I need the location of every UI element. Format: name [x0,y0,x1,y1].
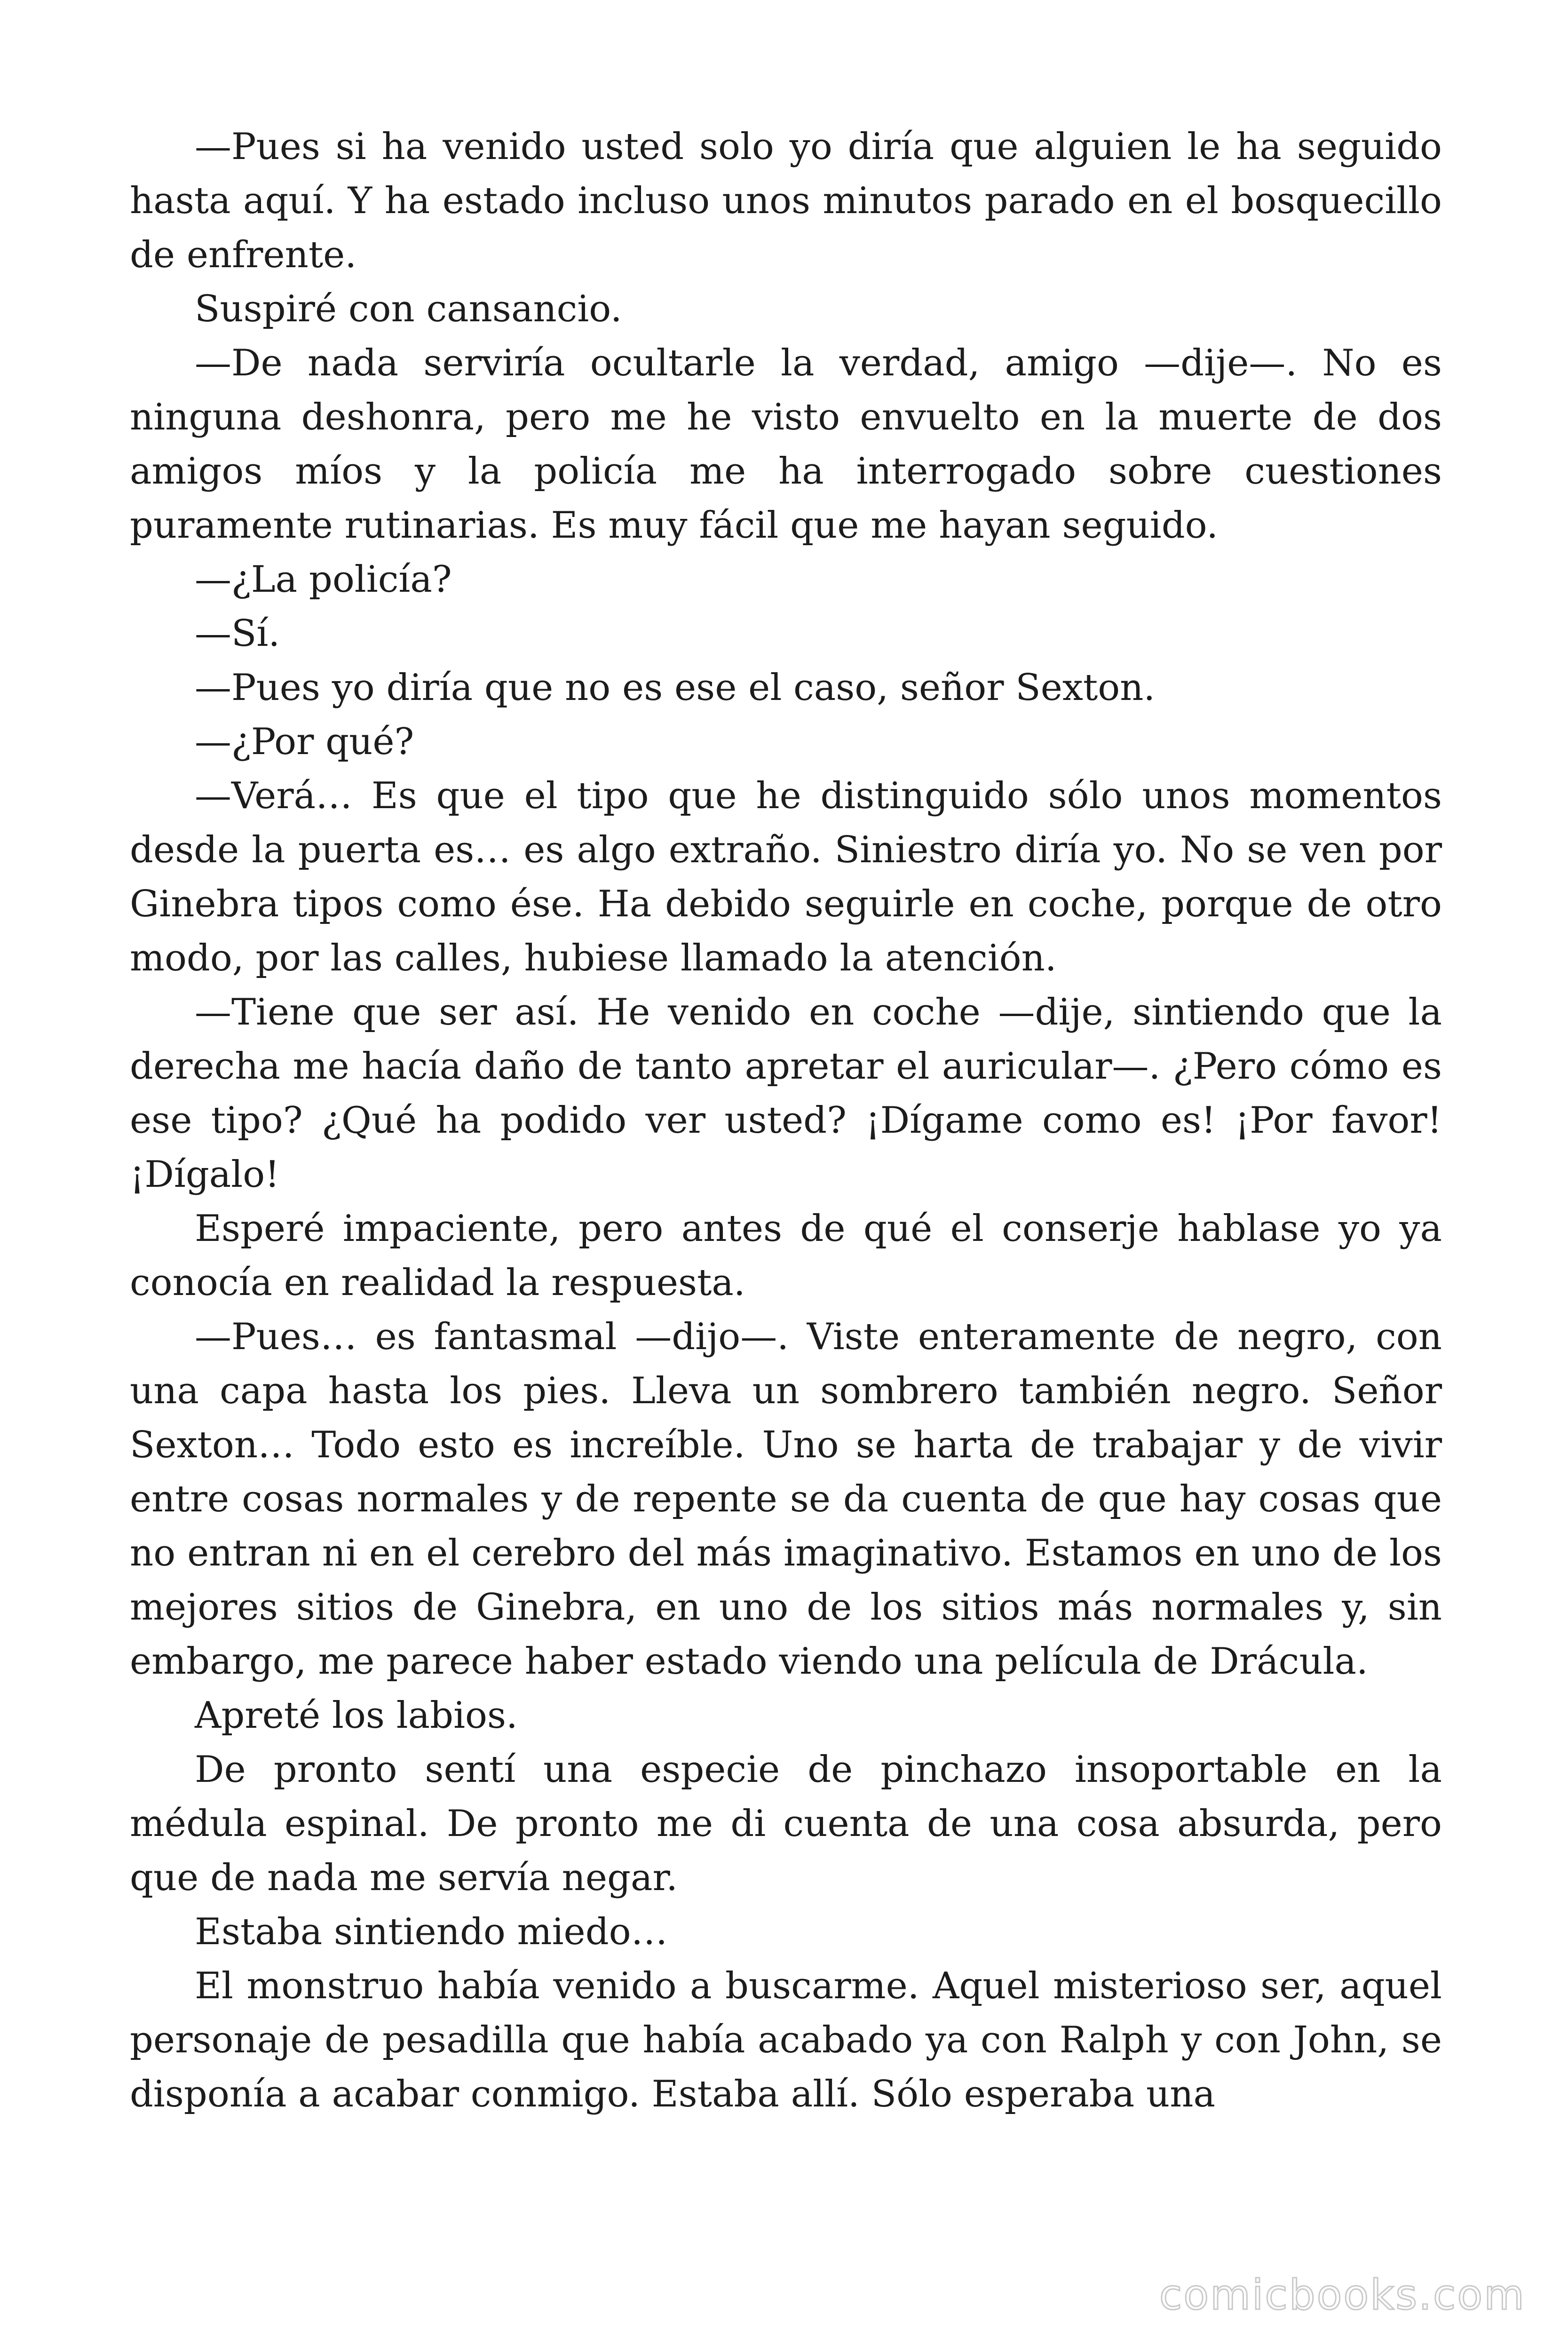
paragraph: —Sí. [195,612,280,655]
paragraph: De pronto sentí una especie de pinchazo insoportable en la médula espinal. De pronto me di cuenta de una cosa absurda, pero que de nada me servía negar. [130,1748,1442,1899]
paragraph: —Verá… Es que el tipo que he distinguido sólo unos momentos desde la puerta es… es algo extraño. Siniestro diría yo. No se ven por Ginebra tipos como ése. Ha debido seguirle en coche, porque de otro modo, por las calles, hubiese llamado la atención. [130,775,1442,979]
paragraph: —De nada serviría ocultarle la verdad, amigo —dije—. No es ninguna deshonra, pero me he visto envuelto en la muerte de dos amigos míos y la policía me ha interrogado sobre cuestiones puramente rutinarias. Es muy fácil que me hayan seguido. [130,342,1442,547]
paragraph: —Pues si ha venido usted solo yo diría que alguien le ha seguido hasta aquí. Y ha estado incluso unos minutos parado en el bosquecillo de enfrente. [130,126,1442,276]
paragraph: —¿Por qué? [195,721,414,763]
paragraph: Esperé impaciente, pero antes de qué el conserje hablase yo ya conocía en realidad la respuesta. [130,1208,1442,1304]
paragraph: Suspiré con cansancio. [195,288,622,330]
paragraph: —¿La policía? [195,558,452,601]
paragraph: —Tiene que ser así. He venido en coche —dije, sintiendo que la derecha me hacía daño de tanto apretar el auricular—. ¿Pero cómo es ese tipo? ¿Qué ha podido ver usted? ¡Dígame como es! ¡Por favor! ¡Dígalo! [130,991,1442,1196]
paragraph: —Pues… es fantasmal —dijo—. Viste enteramente de negro, con una capa hasta los pies. Lleva un sombrero también negro. Señor Sexton… Todo esto es increíble. Uno se harta de trabajar y de vivir entre cosas normales y de repente se da cuenta de que hay cosas que no entran ni en el cerebro del más imaginativo. Estamos en uno de los mejores sitios de Ginebra, en uno de los sitios más normales y, sin embargo, me parece haber estado viendo una película de Drácula. [130,1316,1442,1683]
book-page-text [130,120,1442,2122]
paragraph: —Pues yo diría que no es ese el caso, señor Sexton. [195,667,1156,709]
paragraph: El monstruo había venido a buscarme. Aquel misterioso ser, aquel personaje de pesadilla que había acabado ya con Ralph y con John, se disponía a acabar conmigo. Estaba allí. Sólo esperaba una [130,1965,1442,2115]
paragraph: Estaba sintiendo miedo… [195,1911,668,1953]
paragraph: Apreté los labios. [195,1694,518,1737]
watermark: comicbooks.com [1159,2271,1526,2319]
